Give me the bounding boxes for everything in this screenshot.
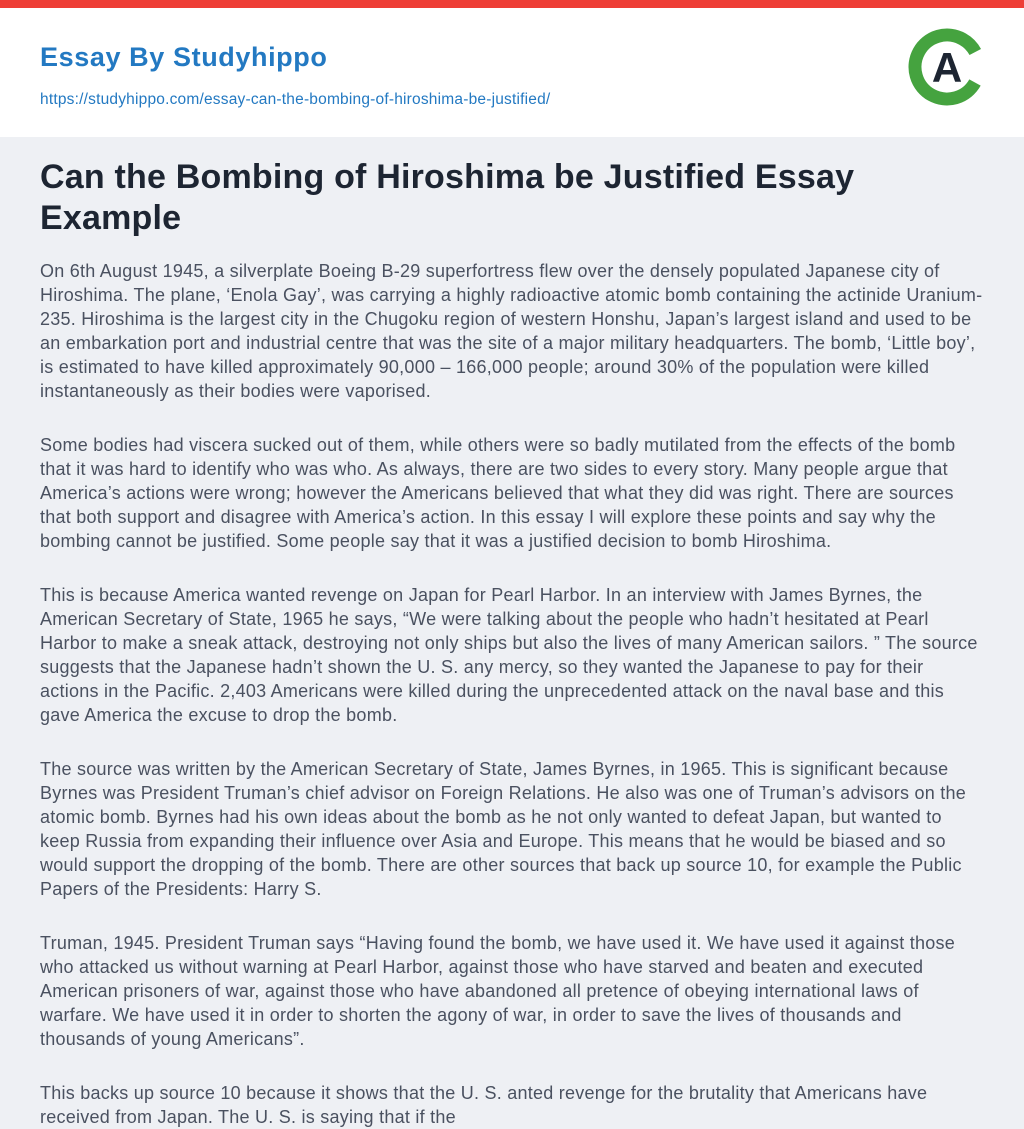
essay-body <box>40 259 984 1129</box>
essay-paragraph: Truman, 1945. President Truman says “Having found the bomb, we have used it. We have used it against those who attacked us without warning at Pearl Harbor, against those who have starved and beaten and executed American prisoners of war, against those who have abandoned all pretence of obeying international laws of warfare. We have used it in order to shorten the agony of war, in order to save the lives of thousands and thousands of young Americans”. <box>40 932 955 1049</box>
essay-paragraph: On 6th August 1945, a silverplate Boeing B-29 superfortress flew over the densely populated Japanese city of Hiroshima. The plane, ‘Enola Gay’, was carrying a highly radioactive atomic bomb containing the actinide Uranium-235. Hiroshima is the largest city in the Chugoku region of western Honshu, Japan’s largest island and used to be an embarkation port and industrial centre that was the site of a major military headquarters. The bomb, ‘Little boy’, is estimated to have killed approximately 90,000 – 166,000 people; around 30% of the population were killed instantaneously as their bodies were vaporised. <box>40 260 983 401</box>
site-title: Essay By Studyhippo <box>40 42 328 72</box>
studyhippo-logo[interactable] <box>908 28 986 106</box>
logo-letter: A <box>931 44 963 91</box>
essay-paragraph: The source was written by the American Secretary of State, James Byrnes, in 1965. This is significant because Byrnes was President Truman’s chief advisor on Foreign Relations. He also was one of Truman’s advisors on the atomic bomb. Byrnes had his own ideas about the bomb as he not only wanted to defeat Japan, but wanted to keep Russia from expanding their influence over Asia and Europe. This means that he would be biased and so would support the dropping of the bomb. There are other sources that back up source 10, for example the Public Papers of the Presidents: Harry S. <box>40 758 967 899</box>
essay-content <box>0 137 1024 1129</box>
essay-paragraph: This is because America wanted revenge on Japan for Pearl Harbor. In an interview with James Byrnes, the American Secretary of State, 1965 he says, “We were talking about the people who hadn’t hesitated at Pearl Harbor to make a sneak attack, destroying not only ships but also the lives of many American sailors. ” The source suggests that the Japanese hadn’t shown the U. S. any mercy, so they wanted the Japanese to pay for their actions in the Pacific. 2,403 Americans were killed during the unprecedented attack on the naval base and this gave America the excuse to drop the bomb. <box>40 584 978 725</box>
essay-paragraph: This backs up source 10 because it shows that the U. S. anted revenge for the brutality that Americans have received from Japan. The U. S. is saying that if the <box>40 1082 928 1127</box>
essay-title: Can the Bombing of Hiroshima be Justified Essay Example <box>40 158 855 237</box>
top-accent-bar <box>0 0 1024 8</box>
page-header <box>0 8 1024 137</box>
essay-paragraph: Some bodies had viscera sucked out of them, while others were so badly mutilated from the effects of the bomb that it was hard to identify who was who. As always, there are two sides to every story. Many people argue that America’s actions were wrong; however the Americans believed that what they did was right. There are sources that both support and disagree with America’s action. In this essay I will explore these points and say why the bombing cannot be justified. Some people say that it was a justified decision to bomb Hiroshima. <box>40 434 956 551</box>
logo-ring-icon <box>908 28 986 106</box>
source-url-link[interactable]: https://studyhippo.com/essay-can-the-bombing-of-hiroshima-be-justified/ <box>40 91 551 108</box>
